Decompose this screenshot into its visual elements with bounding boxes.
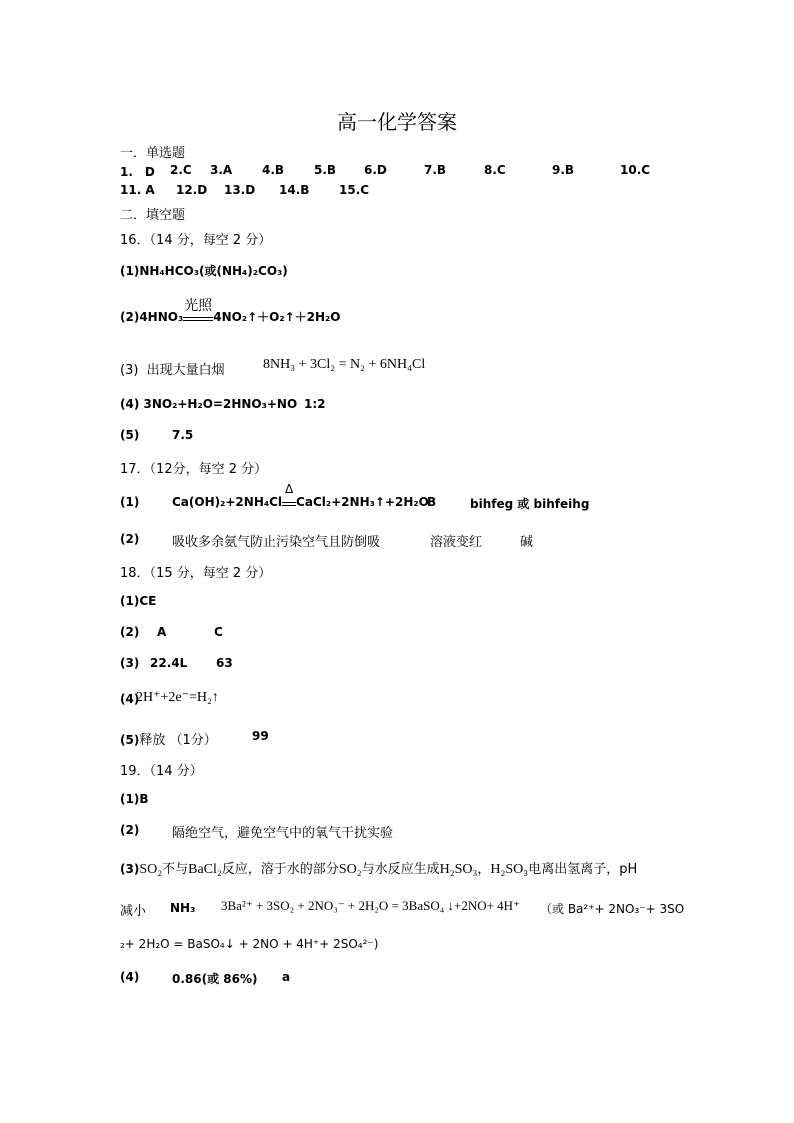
- q19-3-text-b: 反应，溶于水的部分: [221, 862, 339, 877]
- q18-1: [120, 594, 156, 608]
- q18-1-answer: CE: [139, 594, 157, 608]
- q16-1-label: (1): [120, 264, 140, 278]
- q17-2-answer-1: 吸收多余氨气防止污染空气且防倒吸: [172, 535, 381, 550]
- q16-3-answer: 出现大量白烟: [146, 363, 225, 378]
- double-line-icon: [282, 502, 296, 506]
- q19-4-label: (4): [120, 970, 140, 984]
- q19-3-label: (3): [120, 862, 140, 876]
- q17-2-answer-2: 溶液变红: [430, 535, 483, 550]
- answer-13: 13.D: [224, 183, 256, 197]
- q16-1: [120, 262, 288, 279]
- page-title: 高一化学答案: [337, 110, 457, 134]
- q19-1-answer: B: [139, 792, 149, 806]
- q16-2: [120, 298, 341, 325]
- q19-4-answer-2: a: [282, 970, 291, 984]
- q19-2-answer: 隔绝空气，避免空气中的氧气干扰实验: [172, 826, 394, 841]
- q16-2-label: (2): [120, 310, 140, 324]
- q18-2-answer-1: A: [157, 625, 167, 639]
- q18-5-answer-1: 释放 （1分）: [139, 733, 217, 748]
- q16-4-label: (4): [120, 397, 140, 411]
- answer-6: 6.D: [364, 163, 387, 177]
- q18-2-label: (2): [120, 625, 140, 639]
- answer-14: 14.B: [279, 183, 310, 197]
- q19-heading: 19．（14 分）: [120, 764, 203, 779]
- q19-3-decrease: 减小: [120, 904, 147, 919]
- q18-3-label: (3): [120, 656, 140, 670]
- q18-2-answer-2: C: [214, 625, 223, 639]
- q19-3-bacl2: BaCl₂: [188, 862, 222, 877]
- q16-4-ratio: 1:2: [304, 397, 326, 411]
- q18-5-answer-2: 99: [252, 729, 269, 743]
- q16-3-label: (3): [120, 363, 139, 378]
- q17-heading: 17．（12分，每空 2 分）: [120, 462, 268, 477]
- answer-2: 2.C: [170, 163, 192, 177]
- q18-5-label: (5): [120, 733, 140, 747]
- q16-5-label: (5): [120, 428, 140, 442]
- q19-3-alt-equation-start: （或 Ba²⁺+ 2NO₃⁻+ 3SO: [540, 902, 685, 916]
- answer-11: 11. A: [120, 183, 155, 197]
- q19-3-line-1: [120, 858, 637, 878]
- q16-3: [120, 359, 225, 378]
- q17-1-lhs: Ca(OH)₂+2NH₄Cl: [172, 495, 283, 509]
- q19-4-answer-1: 0.86(或 86%): [172, 972, 258, 986]
- q16-2-lhs: 4HNO₃: [139, 310, 184, 324]
- q16-2-condition-text: 光照: [184, 298, 213, 314]
- q17-1-condition-text: Δ: [284, 482, 294, 496]
- q16-4: [120, 397, 297, 411]
- q17-1-rhs: CaCl₂+2NH₃↑+2H₂O: [296, 495, 429, 509]
- q16-4-equation: 3NO₂+H₂O=2HNO₃+NO: [143, 397, 298, 411]
- q18-4-equation: 2H⁺+2e⁻=H₂↑: [136, 690, 219, 705]
- answer-4: 4.B: [262, 163, 285, 177]
- q16-heading: 16．（14 分，每空 2 分）: [120, 233, 272, 248]
- answer-12: 12.D: [176, 183, 208, 197]
- q17-1-label: (1): [120, 495, 140, 509]
- section-heading-fill-blank: 二．填空题: [120, 208, 186, 223]
- double-line-icon: [183, 317, 213, 321]
- answer-15: 15.C: [339, 183, 370, 197]
- q19-3-alt-equation-end: ₂+ 2H₂O = BaSO₄↓ + 2NO + 4H⁺+ 2SO₄²⁻): [120, 937, 379, 951]
- answer-10: 10.C: [620, 163, 651, 177]
- q19-1-label: (1): [120, 792, 140, 806]
- q17-1-equation: [172, 482, 429, 509]
- answer-9: 9.B: [552, 163, 575, 177]
- q17-2-answer-3: 碱: [520, 535, 534, 550]
- q19-3-h2so3-a: H₂SO₃: [439, 862, 478, 877]
- answer-5: 5.B: [314, 163, 337, 177]
- answer-8: 8.C: [484, 163, 506, 177]
- q19-2-label: (2): [120, 823, 140, 837]
- q19-3-nh3: NH₃: [170, 901, 196, 915]
- q17-2-label: (2): [120, 532, 140, 546]
- q17-1-condition: [282, 482, 296, 509]
- q18-3-answer-2: 63: [216, 656, 233, 670]
- q16-2-rhs: 4NO₂↑＋O₂↑＋2H₂O: [213, 310, 341, 324]
- q16-2-condition: [183, 298, 213, 324]
- answer-7: 7.B: [424, 163, 447, 177]
- q18-4-label: (4): [120, 692, 140, 706]
- q19-3-text-e: 电离出氢离子，pH: [528, 862, 638, 877]
- q16-3-equation: 8NH₃ + 3Cl₂ = N₂ + 6NH₄Cl: [263, 357, 426, 372]
- q19-1: [120, 792, 148, 806]
- q18-1-label: (1): [120, 594, 140, 608]
- q18-5: [120, 729, 217, 748]
- q19-3-text-a: 不与: [162, 862, 189, 877]
- q18-heading: 18．（15 分，每空 2 分）: [120, 566, 272, 581]
- q16-1-answer: NH₄HCO₃(或(NH₄)₂CO₃): [139, 264, 288, 278]
- answer-3: 3.A: [210, 163, 233, 177]
- q16-5-answer: 7.5: [172, 428, 194, 442]
- q19-3-text-c: 与水反应生成: [361, 862, 440, 877]
- q19-3-so2-b: SO₂: [338, 862, 362, 877]
- section-heading-single-choice: 一．单选题: [120, 146, 186, 161]
- q17-1-answer-2: B: [427, 495, 437, 509]
- q19-3-h2so3-b: H₂SO₃: [490, 862, 529, 877]
- q19-3-text-d: ，: [477, 862, 491, 877]
- q19-3-equation: 3Ba²⁺ + 3SO₂ + 2NO₃⁻ + 2H₂O = 3BaSO₄ ↓+2NO+ 4H⁺: [221, 898, 520, 913]
- q19-3-so2-a: SO₂: [139, 862, 163, 877]
- answer-1: 1. D: [120, 165, 155, 179]
- q17-1-answer-3: bihfeg 或 bihfeihg: [470, 497, 590, 511]
- q18-3-answer-1: 22.4L: [150, 656, 188, 670]
